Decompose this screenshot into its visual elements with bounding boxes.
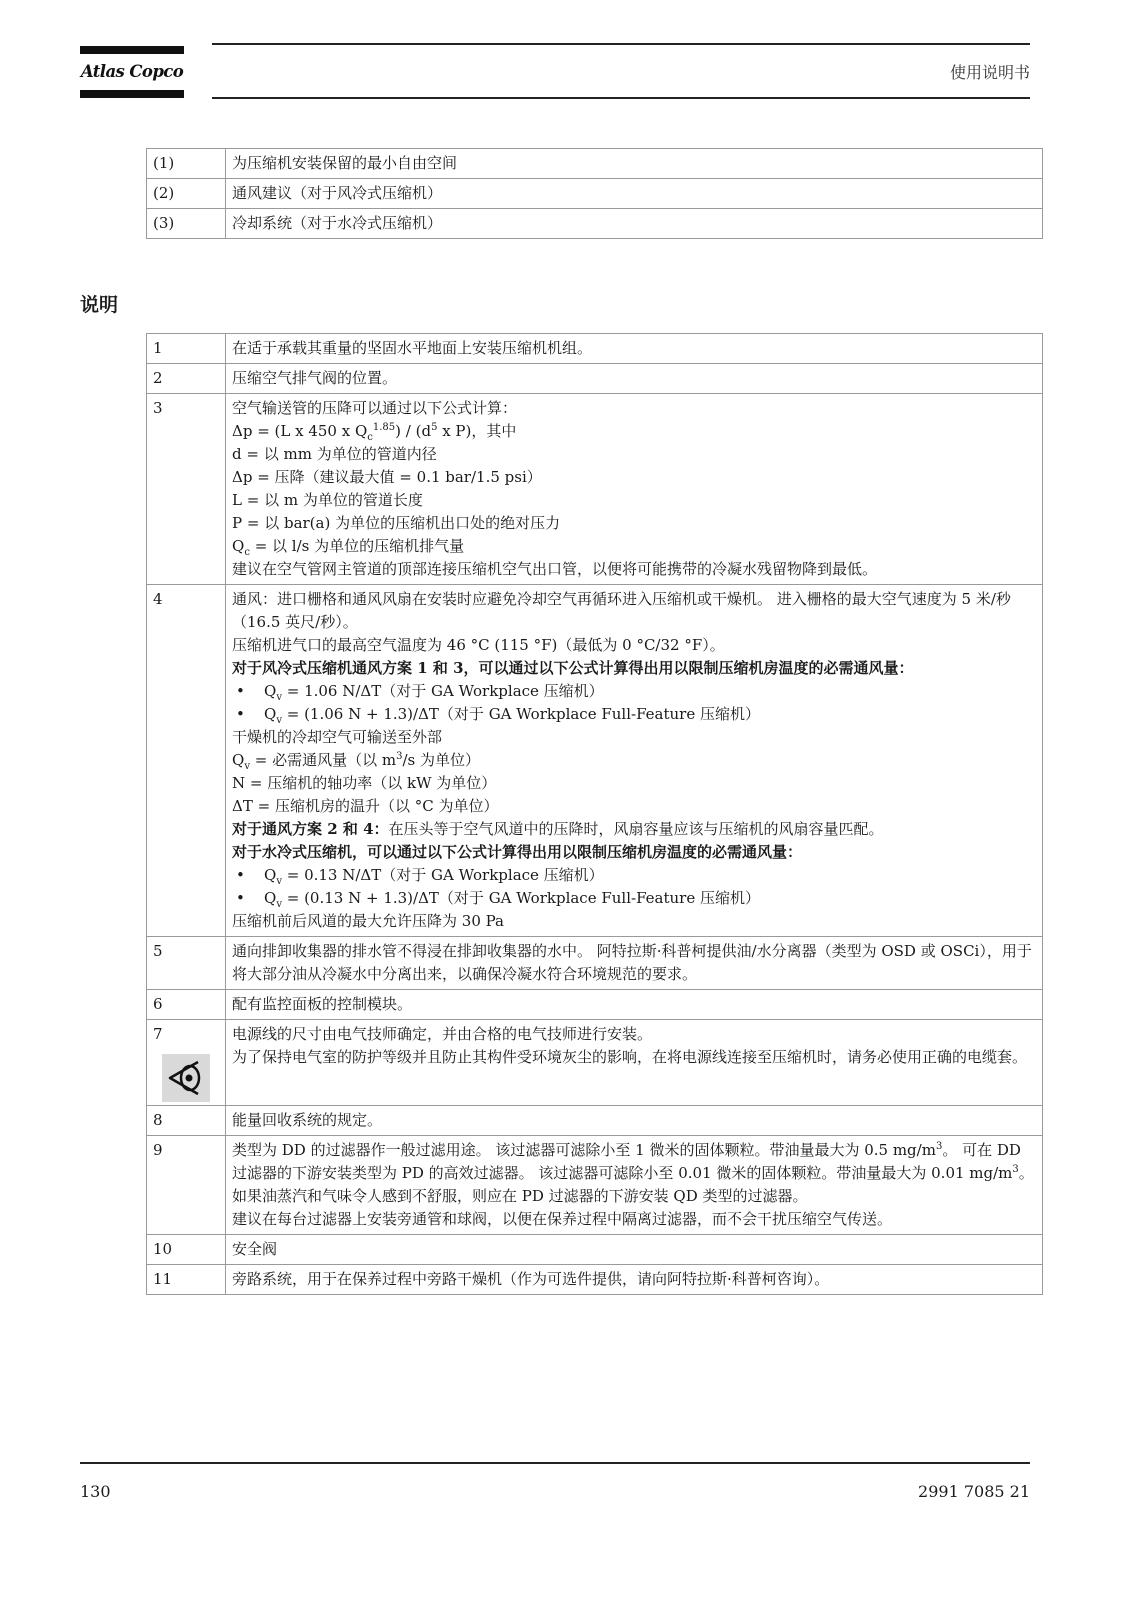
definition-text: = 必需通风量（以 m (249, 751, 397, 769)
formula-exponent: 5 (431, 422, 438, 433)
eye-warning-icon-graphic (162, 1054, 210, 1102)
row-text: 配有监控面板的控制模块。 (226, 990, 1043, 1020)
description-table (146, 333, 1043, 1295)
row-text (226, 394, 1043, 585)
symbol: Q (264, 682, 277, 700)
bullet-item (232, 887, 1036, 910)
definition-line: Δp = 压降（建议最大值 = 0.1 bar/1.5 psi） (232, 468, 542, 486)
unit-exponent: 3 (1012, 1164, 1019, 1175)
ref-text: 冷却系统（对于水冷式压缩机） (226, 209, 1043, 239)
formula-part: Δp = (L x 450 x Q (232, 422, 368, 440)
bullet-dot: • (236, 866, 245, 884)
formula-intro: 空气输送管的压降可以通过以下公式计算： (232, 399, 518, 417)
table-row (147, 394, 1043, 585)
definition-line: d = 以 mm 为单位的管道内径 (232, 445, 437, 463)
paragraph (232, 1139, 1036, 1208)
table-row (147, 990, 1043, 1020)
definition-line: ΔT = 压缩机房的温升（以 °C 为单位） (232, 797, 499, 815)
paragraph: 压缩机进气口的最高空气温度为 46 °C (115 °F)（最低为 0 °C/32 °F）。 (232, 636, 725, 654)
paragraph: 电源线的尺寸由电气技师确定，并由合格的电气技师进行安装。 (232, 1025, 653, 1043)
ref-text: 为压缩机安装保留的最小自由空间 (226, 149, 1043, 179)
paragraph: 为了保持电气室的防护等级并且防止其构件受环境灰尘的影响，在将电源线连接至压缩机时，请务必使用正确的电缆套。 (232, 1048, 1028, 1066)
bullet-text: = 0.13 N/ΔT（对于 GA Workplace 压缩机） (281, 866, 604, 884)
page-number: 130 (80, 1482, 111, 1501)
row-number-label: 7 (153, 1025, 163, 1043)
bullet-item (232, 703, 1036, 726)
ref-number: (3) (147, 209, 226, 239)
row-text (226, 1136, 1043, 1235)
symbol: Q (232, 751, 245, 769)
logo-bottom-bar (80, 90, 184, 98)
row-number: 9 (147, 1136, 226, 1235)
bold-paragraph: 对于风冷式压缩机通风方案 1 和 3，可以通过以下公式计算得出用以限制压缩机房温度的必需通风量： (232, 659, 914, 677)
row-number: 6 (147, 990, 226, 1020)
formula-exponent: 1.85 (372, 422, 396, 433)
row-number (147, 1020, 226, 1106)
paragraph: 干燥机的冷却空气可输送至外部 (232, 728, 443, 746)
formula-part: ) / (d (395, 422, 432, 440)
bullet-dot: • (236, 682, 245, 700)
row-number: 5 (147, 937, 226, 990)
bullet-text: = (1.06 N + 1.3)/ΔT（对于 GA Workplace Full-Feature 压缩机） (281, 705, 760, 723)
table-row (147, 1136, 1043, 1235)
table-row (147, 937, 1043, 990)
table-row (147, 334, 1043, 364)
table-row (147, 179, 1043, 209)
formula-part: x P)，其中 (437, 422, 517, 440)
definition-text: /s 为单位） (402, 751, 480, 769)
paragraph: 建议在每台过滤器上安装旁通管和球阀，以便在保养过程中隔离过滤器，而不会干扰压缩空气传送。 (232, 1210, 893, 1228)
atlas-copco-logo (80, 46, 184, 98)
header-top-rule (212, 43, 1030, 45)
definition-line: L = 以 m 为单位的管道长度 (232, 491, 423, 509)
bullet-dot: • (236, 705, 245, 723)
symbol: Q (264, 889, 277, 907)
symbol-subscript: c (244, 547, 250, 558)
recommendation-line: 建议在空气管网主管道的顶部连接压缩机空气出口管，以便将可能携带的冷凝水残留物降到最低。 (232, 560, 878, 578)
row-text: 能量回收系统的规定。 (226, 1106, 1043, 1136)
footer-rule (80, 1462, 1030, 1464)
formula-subscript: c (367, 432, 373, 443)
eye-warning-icon (162, 1054, 210, 1102)
table-row (147, 585, 1043, 937)
symbol-subscript: v (276, 899, 282, 910)
paragraph: 压缩机前后风道的最大允许压降为 30 Pa (232, 912, 504, 930)
row-text (226, 585, 1043, 937)
bullet-item (232, 680, 1036, 703)
table-row (147, 1235, 1043, 1265)
header-title: 使用说明书 (949, 63, 1030, 82)
symbol: Q (264, 866, 277, 884)
ref-number: (1) (147, 149, 226, 179)
bullet-text: = 1.06 N/ΔT（对于 GA Workplace 压缩机） (281, 682, 604, 700)
bullet-text: = (0.13 N + 1.3)/ΔT（对于 GA Workplace Full-Feature 压缩机） (281, 889, 760, 907)
row-number: 3 (147, 394, 226, 585)
paragraph-text: 。 如果油蒸汽和气味令人感到不舒服，则应在 PD 过滤器的下游安装 QD 类型的过滤器。 (232, 1164, 1034, 1205)
symbol-subscript: v (276, 692, 282, 703)
symbol-subscript: v (276, 876, 282, 887)
unit-exponent: 3 (396, 751, 403, 762)
unit-exponent: 3 (935, 1141, 943, 1152)
ref-number: (2) (147, 179, 226, 209)
row-text: 旁路系统，用于在保养过程中旁路干燥机（作为可选件提供，请向阿特拉斯·科普柯咨询）。 (226, 1265, 1043, 1295)
table-row (147, 149, 1043, 179)
table-row (147, 1106, 1043, 1136)
row-text: 安全阀 (226, 1235, 1043, 1265)
paragraph-text: 。 可在 DD 过滤器的下游安装类型为 PD 的高效过滤器。 该过滤器可滤除小至 0.01 微米的固体颗粒。带油量最大为 0.01 mg/m (232, 1141, 1021, 1182)
definition-line (232, 535, 1036, 558)
section-title: 说明 (80, 294, 119, 316)
bullet-dot: • (236, 889, 245, 907)
ref-text: 通风建议（对于风冷式压缩机） (226, 179, 1043, 209)
paragraph-text: 在压头等于空气风道中的压降时，风扇容量应该与压缩机的风扇容量匹配。 (388, 820, 884, 838)
bold-lead: 对于通风方案 2 和 4： (232, 820, 389, 838)
symbol-subscript: v (244, 761, 250, 772)
table-row (147, 364, 1043, 394)
row-text (226, 1020, 1043, 1106)
definition-line (232, 749, 1036, 772)
paragraph-text: 类型为 DD 的过滤器作一般过滤用途。 该过滤器可滤除小至 1 微米的固体颗粒。带油量最大为 0.5 mg/m (232, 1141, 936, 1159)
header-bottom-rule (212, 97, 1030, 99)
symbol: Q (264, 705, 277, 723)
row-text: 在适于承载其重量的坚固水平地面上安装压缩机机组。 (226, 334, 1043, 364)
bold-paragraph: 对于水冷式压缩机，可以通过以下公式计算得出用以限制压缩机房温度的必需通风量： (232, 843, 803, 861)
row-text: 压缩空气排气阀的位置。 (226, 364, 1043, 394)
row-number: 4 (147, 585, 226, 937)
row-number: 1 (147, 334, 226, 364)
symbol-subscript: v (276, 715, 282, 726)
document-number: 2991 7085 21 (918, 1482, 1030, 1501)
symbol: Q (232, 537, 245, 555)
pressure-drop-formula (232, 420, 1036, 443)
logo-top-bar (80, 46, 184, 54)
logo-wordmark: Atlas Copco (80, 62, 184, 81)
row-number: 8 (147, 1106, 226, 1136)
row-number: 10 (147, 1235, 226, 1265)
table-row (147, 1265, 1043, 1295)
row-number: 11 (147, 1265, 226, 1295)
row-text: 通向排卸收集器的排水管不得浸在排卸收集器的水中。 阿特拉斯·科普柯提供油/水分离器（类型为 OSD 或 OSCi），用于将大部分油从冷凝水中分离出来，以确保冷凝水符合环境规范的要求。 (226, 937, 1043, 990)
definition-text: = 以 l/s 为单位的压缩机排气量 (249, 537, 465, 555)
definition-line: P = 以 bar(a) 为单位的压缩机出口处的绝对压力 (232, 514, 561, 532)
table-row (147, 1020, 1043, 1106)
bullet-item (232, 864, 1036, 887)
spacer (232, 1069, 1036, 1092)
row-number: 2 (147, 364, 226, 394)
definition-line: N = 压缩机的轴功率（以 kW 为单位） (232, 774, 497, 792)
reference-table (146, 148, 1043, 239)
paragraph: 通风：进口栅格和通风风扇在安装时应避免冷却空气再循环进入压缩机或干燥机。 进入栅格的最大空气速度为 5 米/秒（16.5 英尺/秒）。 (232, 590, 1011, 631)
paragraph (232, 818, 1036, 841)
table-row (147, 209, 1043, 239)
